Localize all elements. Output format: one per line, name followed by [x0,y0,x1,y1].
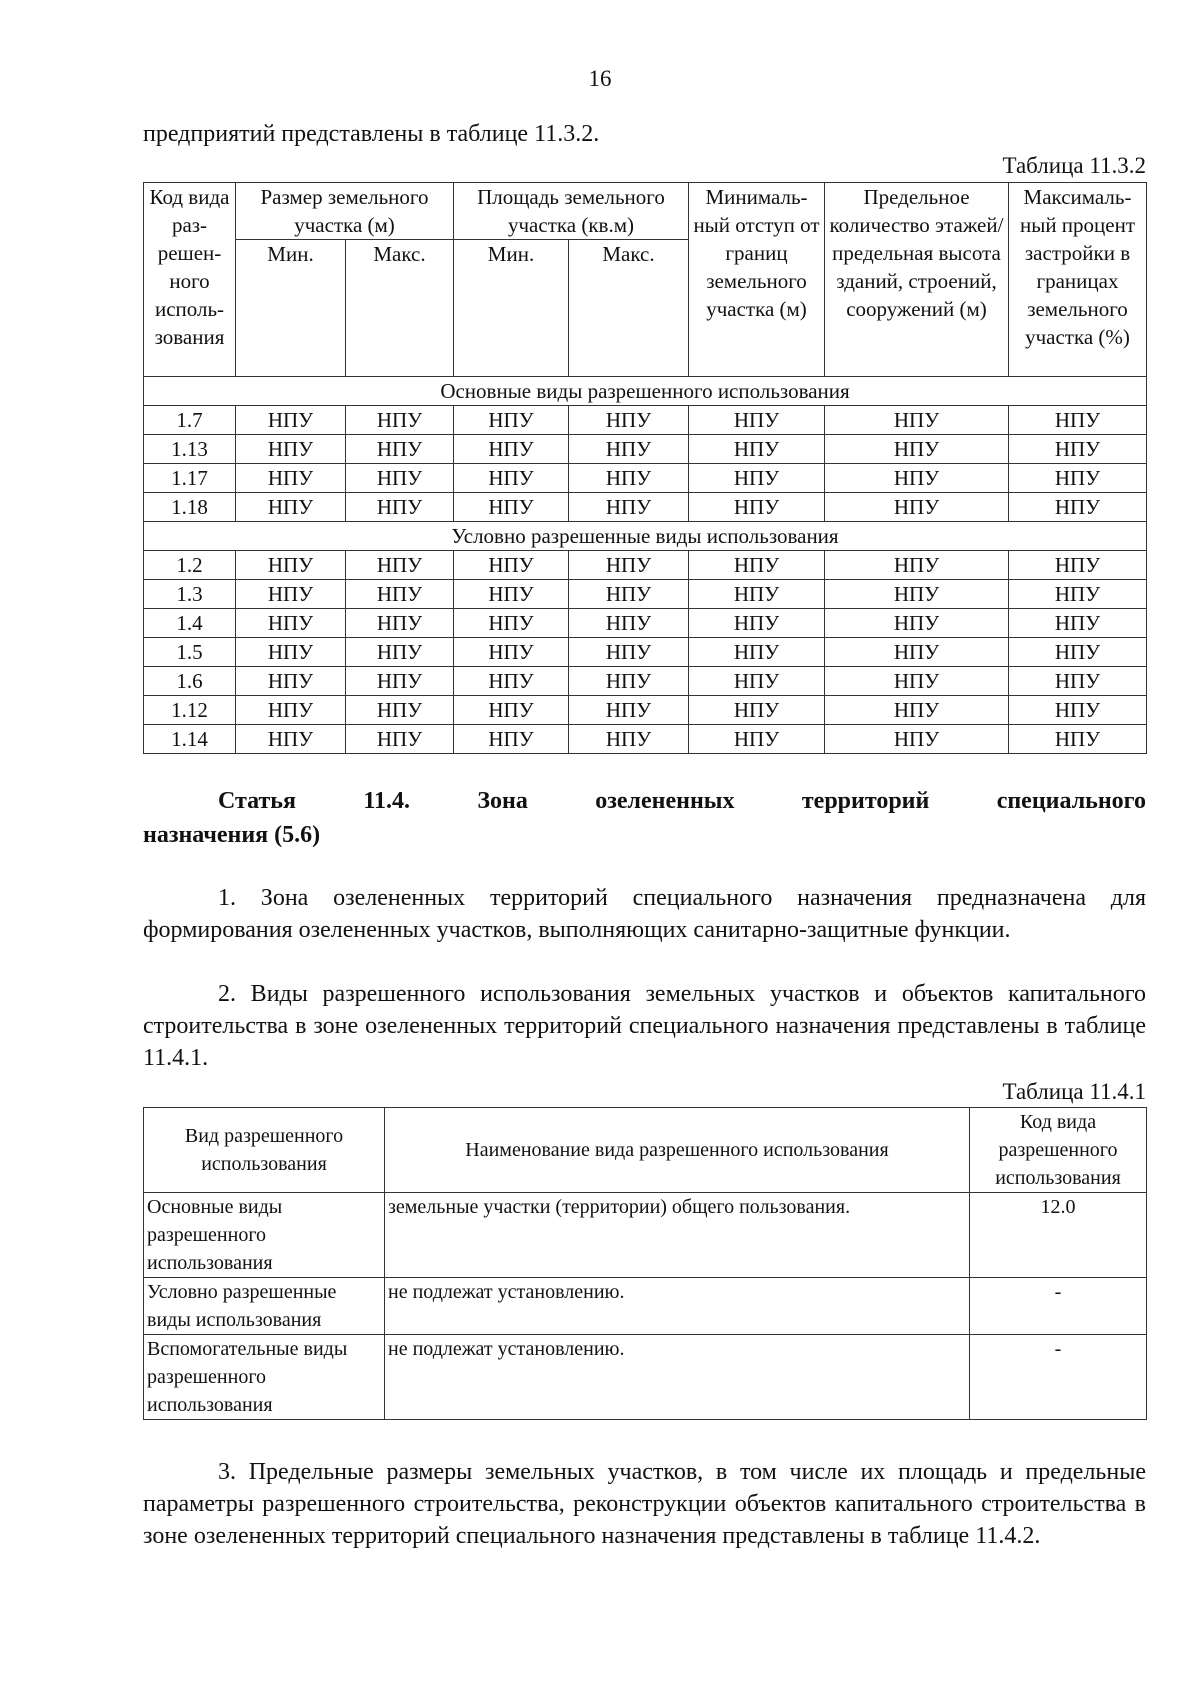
value-cell: НПУ [689,551,825,580]
value-cell: НПУ [1009,493,1147,522]
value-cell: НПУ [236,464,346,493]
value-cell: НПУ [236,580,346,609]
use-code-cell: 1.17 [144,464,236,493]
value-cell: НПУ [346,667,454,696]
value-cell: НПУ [236,667,346,696]
value-cell: НПУ [569,638,689,667]
paragraph-1: 1. Зона озелененных территорий специального назначения предназначена для формирования озелененных участков, выполняющих санитарно-защитные функции. [143,885,1146,943]
header-use-code: Код вида разрешенного использования [970,1108,1147,1193]
header-area-group: Площадь земельного участка (кв.м) [454,183,689,240]
header-code: Код вида раз- решен- ного исполь- зования [144,183,236,377]
value-cell: НПУ [825,638,1009,667]
value-cell: НПУ [689,464,825,493]
value-cell: НПУ [825,464,1009,493]
value-cell: НПУ [346,696,454,725]
value-cell: НПУ [825,725,1009,754]
use-code-cell: 1.12 [144,696,236,725]
use-code-cell: 1.6 [144,667,236,696]
use-code-cell: 1.18 [144,493,236,522]
use-name-cell: не подлежат установлению. [385,1335,970,1420]
value-cell: НПУ [346,580,454,609]
table-row [144,1278,1147,1335]
value-cell: НПУ [569,406,689,435]
value-cell: НПУ [689,493,825,522]
use-code-cell: 1.2 [144,551,236,580]
value-cell: НПУ [454,464,569,493]
value-cell: НПУ [346,551,454,580]
table2-caption: Таблица 11.4.1 [1002,1079,1146,1104]
value-cell: НПУ [825,609,1009,638]
value-cell: НПУ [569,609,689,638]
value-cell: НПУ [236,551,346,580]
value-cell: НПУ [569,580,689,609]
value-cell: НПУ [689,638,825,667]
value-cell: НПУ [825,667,1009,696]
use-name-cell: не подлежат установлению. [385,1278,970,1335]
value-cell: НПУ [569,435,689,464]
table-row [144,696,1147,725]
value-cell: НПУ [689,406,825,435]
value-cell: НПУ [454,435,569,464]
use-code-cell: 1.5 [144,638,236,667]
value-cell: НПУ [1009,667,1147,696]
value-cell: НПУ [689,435,825,464]
value-cell: НПУ [825,435,1009,464]
intro-text: предприятий представлены в таблице 11.3.2. [143,121,600,147]
use-type-cell: Основные виды разрешенного использования [144,1193,385,1278]
value-cell: НПУ [1009,435,1147,464]
article-heading-word: территорий [801,788,930,814]
value-cell: НПУ [689,609,825,638]
value-cell: НПУ [236,696,346,725]
table-row [144,493,1147,522]
use-code-cell: 1.13 [144,435,236,464]
table-row [144,667,1147,696]
article-heading-line1 [143,784,1146,818]
value-cell: НПУ [236,406,346,435]
value-cell: НПУ [569,464,689,493]
value-cell: НПУ [825,696,1009,725]
value-cell: НПУ [454,725,569,754]
table-row [144,1193,1147,1278]
article-heading-word: специального [996,788,1146,814]
table1-wrapper [143,182,1146,754]
value-cell: НПУ [689,696,825,725]
paragraph-3: 3. Предельные размеры земельных участков, в том числе их площадь и предельные параметры разрешенного строительства, реконструкции объектов капитального строительства в зоне озелененных территорий специального назначения представлены в таблице 11.4.2. [143,1459,1146,1549]
table-row [144,638,1147,667]
header-percent: Максималь- ный процент застройки в границах земельного участка (%) [1009,183,1147,377]
value-cell: НПУ [236,609,346,638]
value-cell: НПУ [346,435,454,464]
value-cell: НПУ [689,667,825,696]
use-code-cell: 1.4 [144,609,236,638]
value-cell: НПУ [569,493,689,522]
article-heading-line2: назначения (5.6) [143,822,321,848]
value-cell: НПУ [454,609,569,638]
use-type-cell: Условно разрешенные виды использования [144,1278,385,1335]
article-heading-word: 11.4. [363,788,410,814]
value-cell: НПУ [236,435,346,464]
value-cell: НПУ [1009,696,1147,725]
value-cell: НПУ [1009,638,1147,667]
parameters-table [143,182,1147,754]
value-cell: НПУ [454,406,569,435]
value-cell: НПУ [236,638,346,667]
header-size-max: Макс. [346,240,454,377]
value-cell: НПУ [346,725,454,754]
value-cell: НПУ [346,406,454,435]
article-heading [143,784,1146,852]
section-row-main [144,377,1147,406]
section-label: Основные виды разрешенного использования [144,377,1147,406]
value-cell: НПУ [454,667,569,696]
value-cell: НПУ [825,493,1009,522]
table-row [144,435,1147,464]
table-row [144,1335,1147,1420]
value-cell: НПУ [454,551,569,580]
page-number: 16 [588,66,612,91]
value-cell: НПУ [346,493,454,522]
table-row [144,551,1147,580]
use-code-cell: 1.3 [144,580,236,609]
use-code-cell: 1.14 [144,725,236,754]
value-cell: НПУ [236,493,346,522]
permitted-use-table [143,1107,1147,1420]
value-cell: НПУ [825,551,1009,580]
header-floors: Предельное количество этажей/ предельная высота зданий, строений, сооружений (м) [825,183,1009,377]
article-heading-word: Статья [218,788,296,814]
section-label: Условно разрешенные виды использования [144,522,1147,551]
use-code-cell: 12.0 [970,1193,1147,1278]
header-use-name: Наименование вида разрешенного использования [385,1108,970,1193]
header-use-type: Вид разрешенного использования [144,1108,385,1193]
use-code-cell: - [970,1278,1147,1335]
value-cell: НПУ [454,580,569,609]
value-cell: НПУ [346,638,454,667]
table-row [144,725,1147,754]
value-cell: НПУ [689,580,825,609]
value-cell: НПУ [1009,464,1147,493]
section-row-conditional [144,522,1147,551]
header-area-min: Мин. [454,240,569,377]
table1-caption: Таблица 11.3.2 [1002,153,1146,178]
table-row [144,464,1147,493]
value-cell: НПУ [346,609,454,638]
article-heading-word: озелененных [595,788,735,814]
header-size-min: Мин. [236,240,346,377]
header-indent: Минималь- ный отступ от границ земельного участка (м) [689,183,825,377]
value-cell: НПУ [1009,551,1147,580]
value-cell: НПУ [825,580,1009,609]
use-code-cell: 1.7 [144,406,236,435]
table2-wrapper [143,1107,1146,1420]
value-cell: НПУ [825,406,1009,435]
value-cell: НПУ [1009,725,1147,754]
use-type-cell: Вспомогательные виды разрешенного использования [144,1335,385,1420]
value-cell: НПУ [454,696,569,725]
value-cell: НПУ [454,638,569,667]
value-cell: НПУ [569,551,689,580]
table-row [144,580,1147,609]
header-area-max: Макс. [569,240,689,377]
article-heading-word: Зона [477,788,528,814]
table-row [144,406,1147,435]
value-cell: НПУ [1009,406,1147,435]
value-cell: НПУ [569,667,689,696]
value-cell: НПУ [569,725,689,754]
value-cell: НПУ [346,464,454,493]
use-code-cell: - [970,1335,1147,1420]
value-cell: НПУ [1009,580,1147,609]
value-cell: НПУ [454,493,569,522]
table-row [144,609,1147,638]
paragraph-2: 2. Виды разрешенного использования земельных участков и объектов капитального строительства в зоне озелененных территорий специального назначения представлены в таблице 11.4.1. [143,981,1146,1071]
value-cell: НПУ [689,725,825,754]
header-size-group: Размер земельного участка (м) [236,183,454,240]
value-cell: НПУ [1009,609,1147,638]
use-name-cell: земельные участки (территории) общего пользования. [385,1193,970,1278]
value-cell: НПУ [569,696,689,725]
value-cell: НПУ [236,725,346,754]
